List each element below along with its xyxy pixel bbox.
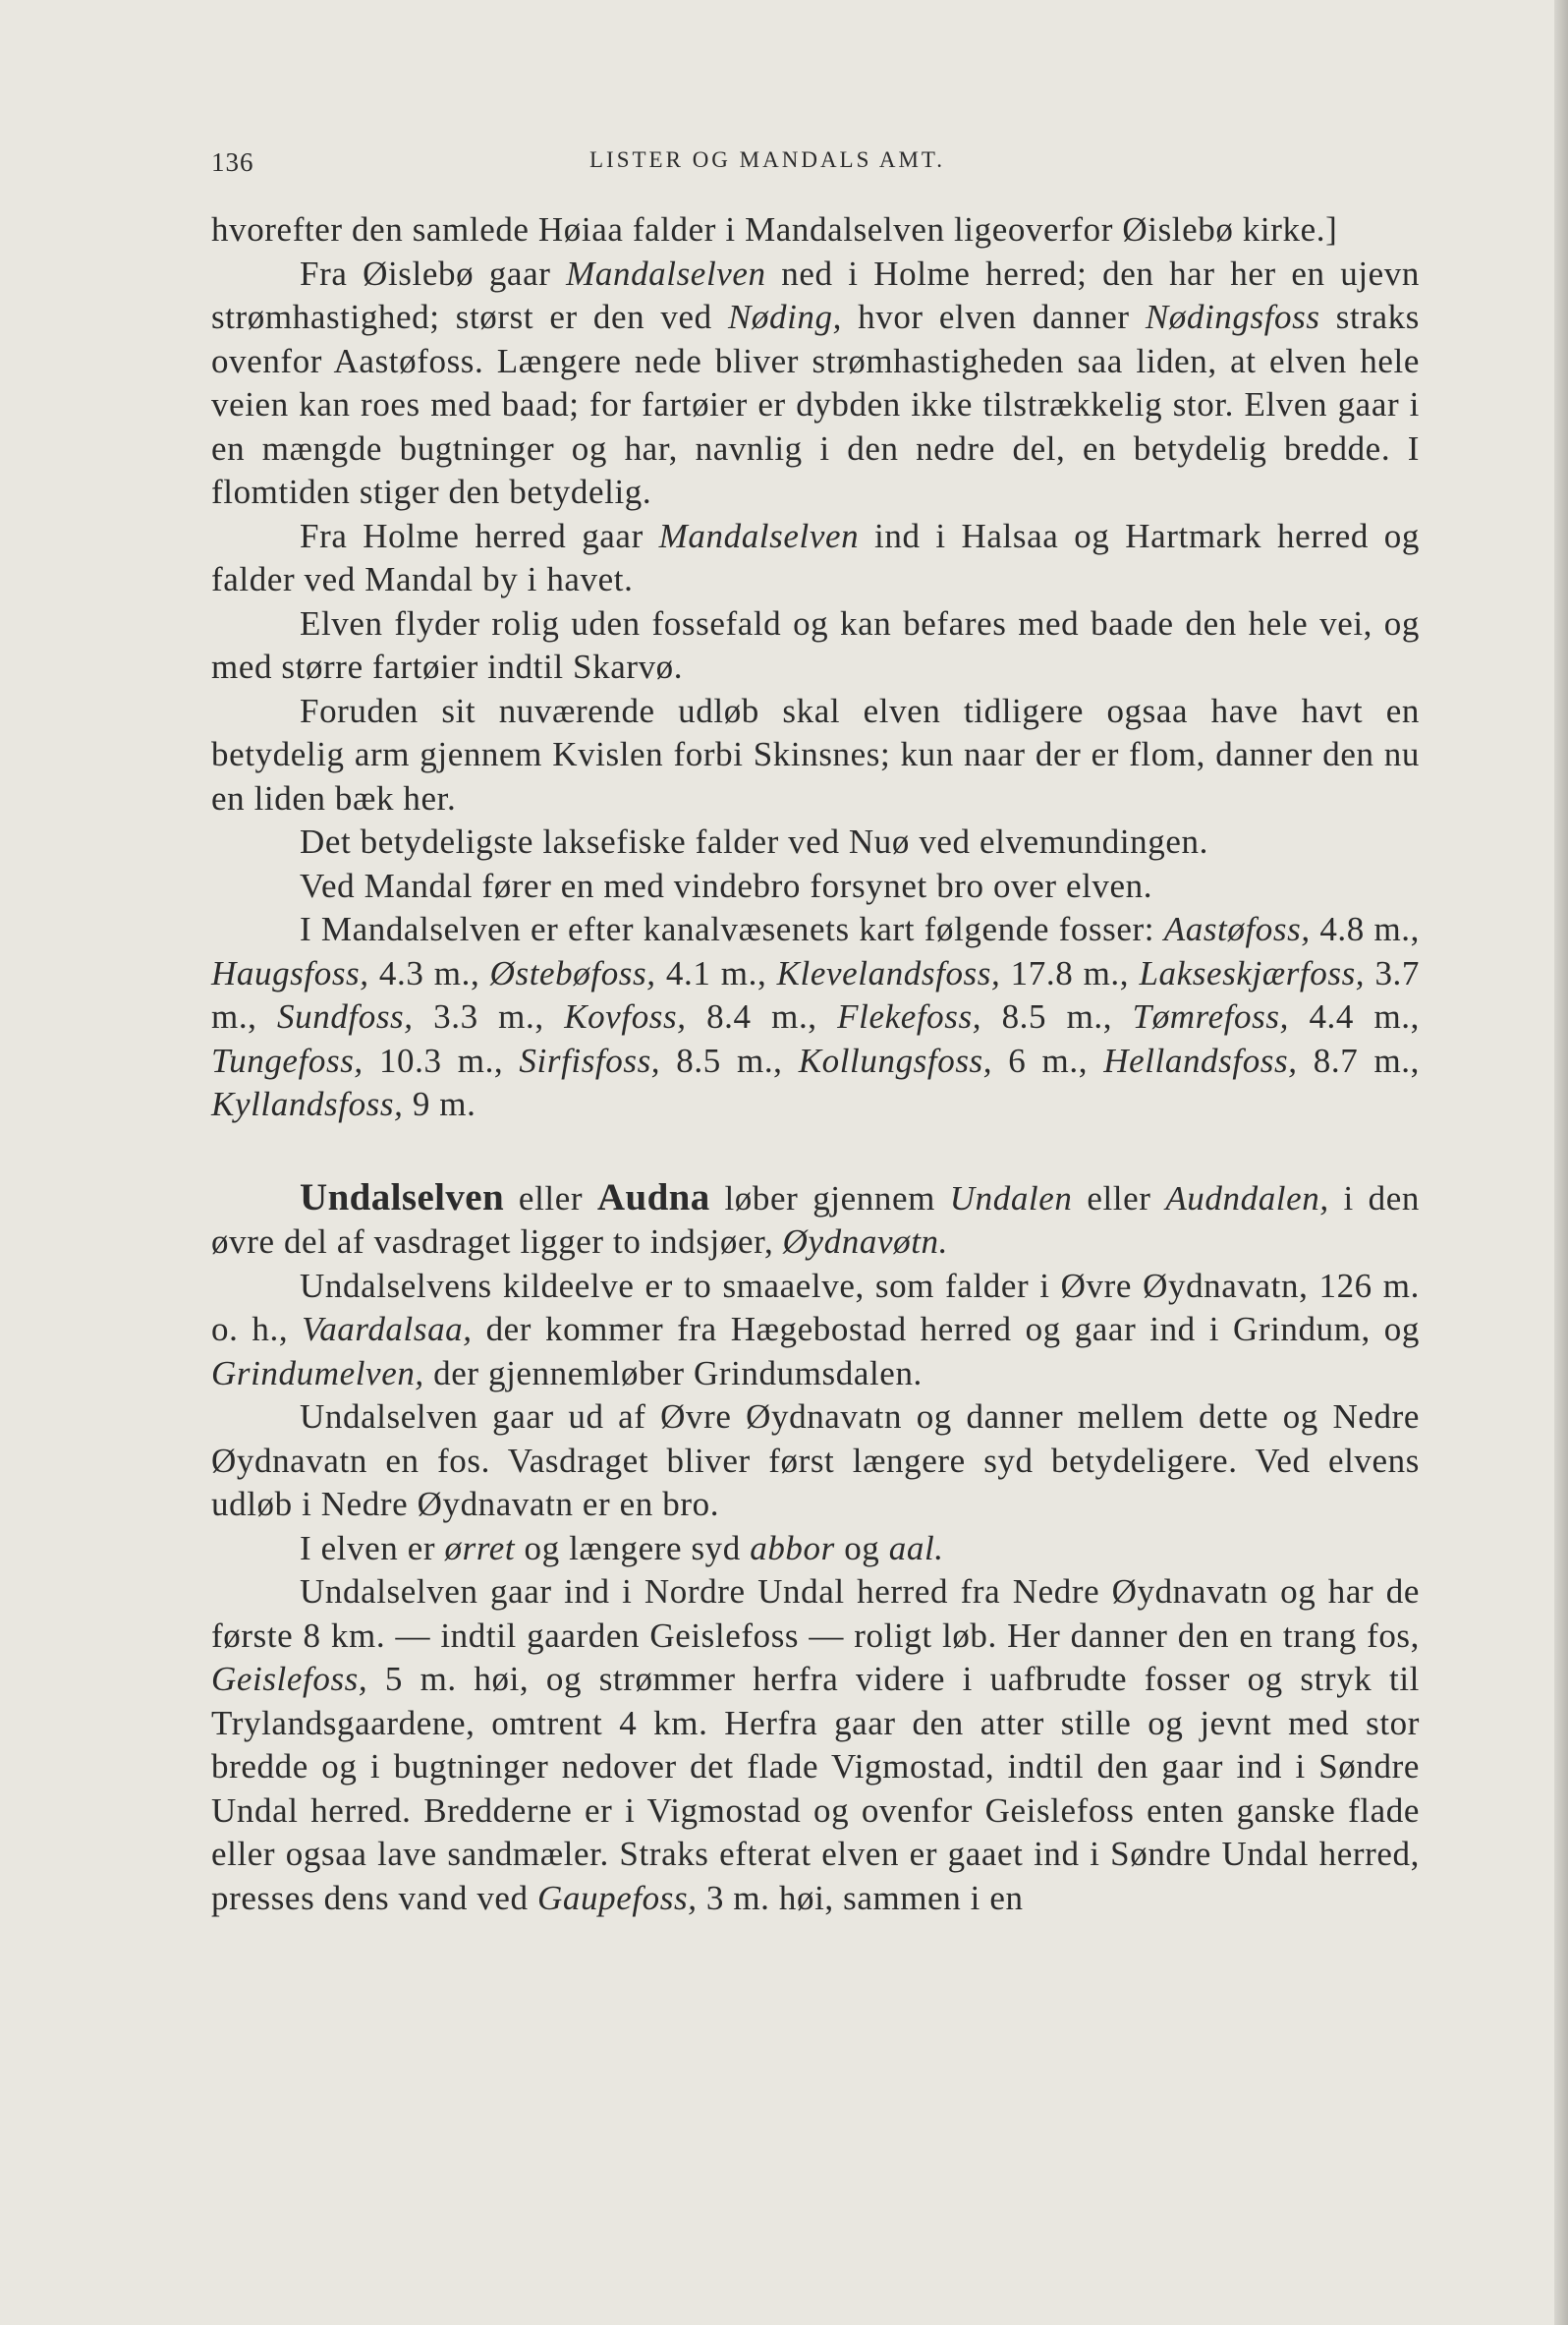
paragraph-4 — [211, 602, 1420, 690]
text-run: Undalselvens kildeelve er to smaaelve, som falder i Øvre Øydnavatn, 126 m. o. h., — [211, 1266, 1420, 1348]
text-run: løber gjennem — [709, 1178, 950, 1218]
page-content — [211, 147, 1420, 1920]
waterfall-name-italic: Kovfoss, — [564, 997, 687, 1036]
text-run: der gjennemløber Grindumsdalen. — [423, 1353, 923, 1392]
paragraph-12 — [211, 1527, 1420, 1571]
text-run: 3 m. høi, sammen i en — [697, 1878, 1024, 1917]
waterfall-name-italic: Kollungsfoss, — [798, 1041, 993, 1080]
waterfall-name-italic: Gaupefoss, — [537, 1878, 698, 1917]
text-run: og længere syd — [515, 1528, 751, 1567]
river-name-italic: Vaardalsaa, — [302, 1310, 473, 1348]
page-header — [211, 147, 1420, 187]
page-edge-shadow — [1554, 0, 1568, 2325]
text-run: 3.3 m., — [413, 997, 565, 1036]
text-run: 8.7 m., — [1297, 1041, 1420, 1080]
paragraph-3 — [211, 515, 1420, 602]
waterfall-name-italic: Hellandsfoss, — [1103, 1041, 1298, 1080]
paragraph-1 — [211, 208, 1420, 253]
paragraph-5-text: Foruden sit nuværende udløb skal elven tidligere ogsaa have havt en betydelig arm gjennem Kvislen forbi Skinsnes; kun naar der er flom, danner den nu en liden bæk her. — [211, 691, 1420, 818]
paragraph-5 — [211, 690, 1420, 822]
text-run: 4.8 m., — [1310, 910, 1421, 948]
waterfall-name-italic: Sundfoss, — [277, 997, 414, 1036]
paragraph-1-text: hvorefter den samlede Høiaa falder i Mandalselven ligeoverfor Øislebø kirke.] — [211, 210, 1338, 249]
body-text — [211, 208, 1420, 1920]
text-run: I Mandalselven er efter kanalvæsenets kart følgende fosser: — [300, 910, 1164, 948]
text-run: 4.1 m., — [655, 953, 777, 992]
waterfall-name-italic: Haugsfoss, — [211, 953, 369, 992]
fish-name-italic: ørret — [444, 1528, 516, 1567]
text-run: straks ovenfor Aastøfoss. Længere nede bliver strømhastigheden saa liden, at elven hele veien kan roes med baad; for fartøier er dybden ikke tilstrækkelig stor. Elven gaar i en mængde bugtninger og har, navnlig i den nedre del, en betydelig bredde. I flomtiden stiger den betydelig. — [211, 298, 1421, 511]
text-run: Fra Øislebø gaar — [300, 254, 567, 293]
paragraph-4-text: Elven flyder rolig uden fossefald og kan befares med baade den hele vei, og med større fartøier indtil Skarvø. — [211, 603, 1420, 686]
text-run: Undalselven gaar ind i Nordre Undal herred fra Nedre Øydnavatn og har de første 8 km. — indtil gaarden Geislefoss — roligt løb. Her danner den en trang fos, — [211, 1572, 1420, 1655]
waterfall-name-italic: Nødingsfoss — [1145, 298, 1320, 336]
valley-name-italic: Audndalen, — [1165, 1178, 1329, 1218]
text-run: i den øvre del af vasdraget ligger to indsjøer, — [211, 1178, 1420, 1261]
waterfall-name-italic: Tømrefoss, — [1132, 997, 1289, 1036]
waterfall-name-italic: Flekefoss, — [837, 997, 982, 1036]
paragraph-7 — [211, 865, 1420, 909]
page-number: 136 — [211, 147, 254, 177]
text-run: 8.5 m., — [981, 997, 1133, 1036]
section-heading-undalselven: Undalselven — [300, 1175, 505, 1219]
fish-name-italic: abbor — [750, 1528, 835, 1567]
paragraph-6 — [211, 821, 1420, 865]
waterfall-name-italic: Tungefoss, — [211, 1041, 364, 1080]
text-run: 4.3 m., — [368, 953, 490, 992]
paragraph-9-section-heading — [211, 1176, 1420, 1265]
text-run: 5 m. høi, og strømmer herfra videre i uafbrudte fosser og stryk til Trylandsgaardene, omtrent 4 km. Herfra gaar den atter stille og jevnt med stor bredde og i bugtninger nedover det flade Vigmostad, indtil den gaar ind i Søndre Undal herred. Bredderne er i Vigmostad og ovenfor Geislefoss enten ganske flade eller ogsaa lave sandmæler. Straks efterat elven er gaaet ind i Søndre Undal herred, presses dens vand ved — [211, 1660, 1420, 1917]
lake-name-italic: Øydnavøtn. — [782, 1222, 948, 1261]
text-run: Fra Holme herred gaar — [300, 516, 659, 555]
text-run: ned i Holme herred; den har her en ujevn strømhastighed; størst er den ved — [211, 254, 1420, 336]
text-run: I elven er — [300, 1528, 445, 1567]
section-heading-audna: Audna — [596, 1175, 710, 1219]
running-title: LISTER OG MANDALS AMT. — [589, 147, 946, 172]
valley-name-italic: Undalen — [949, 1178, 1073, 1218]
text-run: 3.7 m., — [211, 953, 1421, 1036]
text-run: 17.8 m., — [1000, 953, 1140, 992]
waterfall-name-italic: Aastøfoss, — [1163, 910, 1311, 948]
paragraph-7-text: Ved Mandal fører en med vindebro forsynet bro over elven. — [300, 866, 1153, 905]
text-run: hvor elven danner — [841, 298, 1146, 336]
waterfall-name-italic: Klevelandsfoss, — [776, 953, 1001, 992]
paragraph-13 — [211, 1570, 1420, 1920]
text-run: eller — [504, 1178, 597, 1218]
text-run: der kommer fra Hægebostad herred og gaar ind i Grindum, og — [472, 1310, 1420, 1348]
text-run: 6 m., — [992, 1041, 1104, 1080]
place-name-italic: Nøding, — [727, 298, 842, 336]
text-run: 9 m. — [403, 1085, 476, 1123]
paragraph-11 — [211, 1395, 1420, 1527]
paragraph-8-waterfall-list — [211, 908, 1420, 1127]
river-name-italic: Mandalselven — [658, 516, 860, 555]
paragraph-6-text: Det betydeligste laksefiske falder ved Nuø ved elvemundingen. — [300, 822, 1208, 861]
text-run: ind i Halsaa og Hartmark herred og falder ved Mandal by i havet. — [211, 516, 1420, 598]
paragraph-2 — [211, 253, 1420, 515]
text-run: 4.4 m., — [1288, 997, 1421, 1036]
text-run: 8.4 m., — [686, 997, 838, 1036]
paragraph-10 — [211, 1265, 1420, 1396]
waterfall-name-italic: Kyllandsfoss, — [211, 1085, 404, 1123]
waterfall-name-italic: Østebøfoss, — [489, 953, 656, 992]
river-name-italic: Mandalselven — [566, 254, 766, 293]
waterfall-name-italic: Lakseskjærfoss, — [1139, 953, 1366, 992]
waterfall-name-italic: Sirfisfoss, — [519, 1041, 661, 1080]
river-name-italic: Grindumelven, — [211, 1353, 424, 1392]
text-run: og — [834, 1528, 889, 1567]
fish-name-italic: aal. — [888, 1528, 944, 1567]
text-run: 10.3 m., — [363, 1041, 520, 1080]
waterfall-name-italic: Geislefoss, — [211, 1660, 368, 1698]
text-run: eller — [1072, 1178, 1166, 1218]
section-gap — [211, 1127, 1420, 1176]
paragraph-11-text: Undalselven gaar ud af Øvre Øydnavatn og danner mellem dette og Nedre Øydnavatn en fos. Vasdraget bliver først længere syd betydeligere. Ved elvens udløb i Nedre Øydnavatn er en bro. — [211, 1397, 1420, 1523]
text-run: 8.5 m., — [660, 1041, 799, 1080]
